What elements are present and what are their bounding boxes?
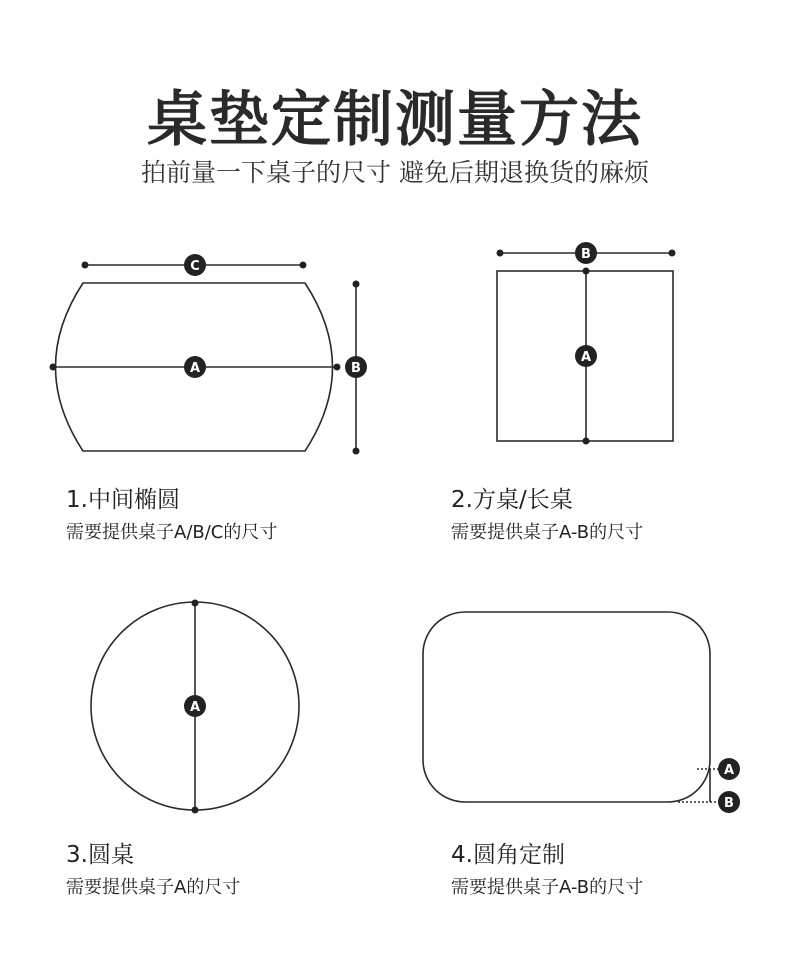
badge-c bbox=[184, 254, 206, 276]
badge-b bbox=[575, 242, 597, 264]
page-title: 桌垫定制测量方法 bbox=[147, 85, 643, 155]
rounded-table-outline bbox=[423, 612, 710, 802]
desc-square: 需要提供桌子A-B的尺寸 bbox=[451, 522, 644, 543]
badge-label: A bbox=[189, 361, 201, 376]
caption-rounded-corner: 4.圆角定制 bbox=[451, 842, 565, 868]
desc-round: 需要提供桌子A的尺寸 bbox=[66, 877, 241, 898]
badge-b bbox=[345, 356, 367, 378]
badge-label: A bbox=[580, 350, 592, 365]
desc-oval: 需要提供桌子A/B/C的尺寸 bbox=[66, 522, 278, 543]
desc-rounded-corner: 需要提供桌子A-B的尺寸 bbox=[451, 877, 644, 898]
oval-endpoints bbox=[50, 262, 360, 455]
badge-label: A bbox=[189, 700, 201, 715]
badge-a bbox=[184, 356, 206, 378]
badge-a bbox=[184, 695, 206, 717]
badge-label: C bbox=[190, 259, 200, 274]
badge-a bbox=[575, 345, 597, 367]
caption-round: 3.圆桌 bbox=[66, 842, 134, 868]
badge-label: B bbox=[351, 361, 361, 376]
badge-label: A bbox=[723, 763, 735, 778]
badge-label: B bbox=[724, 796, 734, 811]
badge-b bbox=[718, 791, 740, 813]
badge-a bbox=[718, 758, 740, 780]
page-subtitle: 拍前量一下桌子的尺寸 避免后期退换货的麻烦 bbox=[141, 158, 649, 187]
caption-oval: 1.中间椭圆 bbox=[66, 487, 180, 513]
oval-table-diagram bbox=[53, 265, 356, 451]
caption-square: 2.方桌/长桌 bbox=[451, 487, 573, 513]
badge-label: B bbox=[581, 247, 591, 262]
rounded-corner-diagram bbox=[423, 612, 719, 802]
